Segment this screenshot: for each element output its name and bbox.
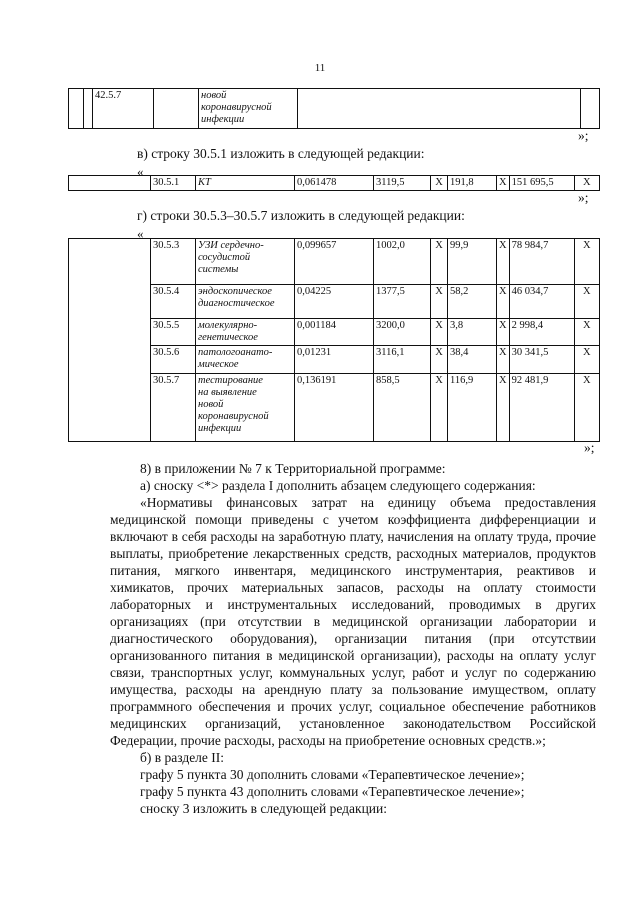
table-cell-name — [196, 374, 295, 442]
table-cell-x: Х — [574, 285, 599, 319]
table-row — [69, 239, 600, 285]
paragraph-column-5-p43: графу 5 пункта 43 дополнить словами «Терапевтическое лечение»; — [140, 784, 525, 799]
table-row — [69, 176, 600, 191]
table-cell-empty — [84, 89, 93, 129]
table-cell-total: 92 481,9 — [509, 374, 574, 442]
paragraph-normatives: «Нормативы финансовых затрат на единицу объема предоставления медицинской помощи приведены с учетом коэффициента дифференциации и включают в себя расходы на заработную плату, начисления на оплату труда, прочие выплаты, приобретение лекарственных средств, расходных материалов, продуктов питания, мягкого инвентаря, медицинского инструментария, реактивов и химикатов, прочих материальных запасов, расходы на оплату стоимости лабораторных и инструментальных исследований, проводимых в других организациях (при отсутствии в медицинской организации лаборатории и диагностического оборудования), организации питания (при отсутствии организованного питания в медицинской организации), расходы на оплату услуг связи, транспортных услуг, коммунальных услуг, работ и услуг по содержанию имущества, расходы на арендную плату за пользование имуществом, оплату программного обеспечения и прочих услуг, социальное обеспечение работников медицинских организаций, установленное законодательством Российской Федерации, прочие расходы, расходы на приобретение основных средств.»; — [110, 495, 596, 748]
paragraph-section-b: б) в разделе II: — [140, 750, 225, 765]
table-cell-coef: 0,099657 — [295, 239, 374, 285]
table-cell-name-text: УЗИ сердечно- сосудистой системы — [198, 240, 264, 275]
heading-g: г) строки 30.5.3–30.5.7 изложить в следующей редакции: — [137, 208, 465, 223]
heading-v: в) строку 30.5.1 изложить в следующей редакции: — [137, 146, 425, 161]
table-cell-cost: 858,5 — [374, 374, 431, 442]
table-cell-empty — [69, 239, 151, 442]
table-cell-total: 151 695,5 — [509, 176, 574, 191]
table-cell-name — [199, 89, 298, 129]
page-number: 11 — [314, 62, 326, 74]
table-cell-total: 46 034,7 — [509, 285, 574, 319]
table-cell-count: 3,8 — [448, 319, 497, 346]
table-cell-code: 30.5.3 — [151, 239, 196, 285]
table-cell-coef: 0,01231 — [295, 346, 374, 374]
table-cell-x: Х — [497, 176, 510, 191]
table-cell-code: 30.5.1 — [151, 176, 196, 191]
table-cell-name — [196, 346, 295, 374]
table-v — [68, 175, 600, 191]
table-g — [68, 238, 600, 442]
table-cell-name — [196, 239, 295, 285]
table-cell-x: Х — [431, 285, 448, 319]
table-cell-x: Х — [431, 176, 448, 191]
table-cell-coef: 0,04225 — [295, 285, 374, 319]
table-cell-x: Х — [574, 176, 599, 191]
table-cell-code: 42.5.7 — [93, 89, 154, 129]
table-cell-x: Х — [431, 346, 448, 374]
table-cell-empty — [154, 89, 199, 129]
table-cell-name: КТ — [196, 176, 295, 191]
table-cell-cost: 1002,0 — [374, 239, 431, 285]
table-cell-count: 99,9 — [448, 239, 497, 285]
table-cell-empty — [298, 89, 581, 129]
table-cell-total: 2 998,4 — [509, 319, 574, 346]
table-top-continuation — [68, 88, 600, 129]
table-cell-name-text: новой коронавирусной инфекции — [201, 90, 272, 125]
table-cell-x: Х — [431, 239, 448, 285]
table-cell-code: 30.5.4 — [151, 285, 196, 319]
paragraph-footnote-3: сноску 3 изложить в следующей редакции: — [140, 801, 387, 816]
table-cell-coef: 0,136191 — [295, 374, 374, 442]
closing-quote-v: »; — [578, 190, 589, 205]
table-cell-x: Х — [497, 374, 510, 442]
table-cell-x: Х — [497, 285, 510, 319]
table-cell-x: Х — [574, 346, 599, 374]
table-cell-cost: 3116,1 — [374, 346, 431, 374]
paragraph-footnote-a: а) сноску <*> раздела I дополнить абзацем следующего содержания: — [140, 478, 536, 493]
open-quote-g: « — [137, 226, 144, 241]
table-cell-total: 30 341,5 — [509, 346, 574, 374]
table-cell-x: Х — [497, 319, 510, 346]
table-cell-x: Х — [497, 346, 510, 374]
table-cell-count: 116,9 — [448, 374, 497, 442]
table-cell-name-text: молекулярно- генетическое — [198, 320, 258, 343]
table-cell-empty — [69, 89, 84, 129]
table-cell-name — [196, 285, 295, 319]
table-cell-count: 191,8 — [448, 176, 497, 191]
table-cell-cost: 1377,5 — [374, 285, 431, 319]
table-cell-name-text: эндоскопическое диагностическое — [198, 286, 275, 309]
table-cell-name-text: патологоанато- мическое — [198, 347, 273, 370]
table-row — [69, 89, 600, 129]
table-cell-coef: 0,061478 — [295, 176, 374, 191]
table-cell-x: Х — [431, 374, 448, 442]
table-cell-x: Х — [497, 239, 510, 285]
table-cell-code: 30.5.7 — [151, 374, 196, 442]
table-cell-code: 30.5.6 — [151, 346, 196, 374]
closing-quote-top: »; — [578, 128, 589, 143]
table-cell-x: Х — [574, 239, 599, 285]
table-cell-empty — [581, 89, 600, 129]
table-cell-x: Х — [431, 319, 448, 346]
table-cell-empty — [69, 176, 151, 191]
paragraph-column-5-p30: графу 5 пункта 30 дополнить словами «Терапевтическое лечение»; — [140, 767, 525, 782]
paragraph-appendix-7: 8) в приложении № 7 к Территориальной программе: — [140, 461, 446, 476]
body-text — [110, 460, 596, 817]
table-cell-count: 58,2 — [448, 285, 497, 319]
table-cell-code: 30.5.5 — [151, 319, 196, 346]
table-cell-name-text: тестирование на выявление новой коронавирусной инфекции — [198, 375, 269, 434]
table-cell-x: Х — [574, 374, 599, 442]
table-cell-count: 38,4 — [448, 346, 497, 374]
table-cell-coef: 0,001184 — [295, 319, 374, 346]
table-cell-cost: 3119,5 — [374, 176, 431, 191]
table-cell-x: Х — [574, 319, 599, 346]
table-cell-cost: 3200,0 — [374, 319, 431, 346]
table-cell-name — [196, 319, 295, 346]
closing-quote-g: »; — [584, 440, 595, 455]
open-quote-v: « — [137, 164, 144, 179]
table-cell-total: 78 984,7 — [509, 239, 574, 285]
